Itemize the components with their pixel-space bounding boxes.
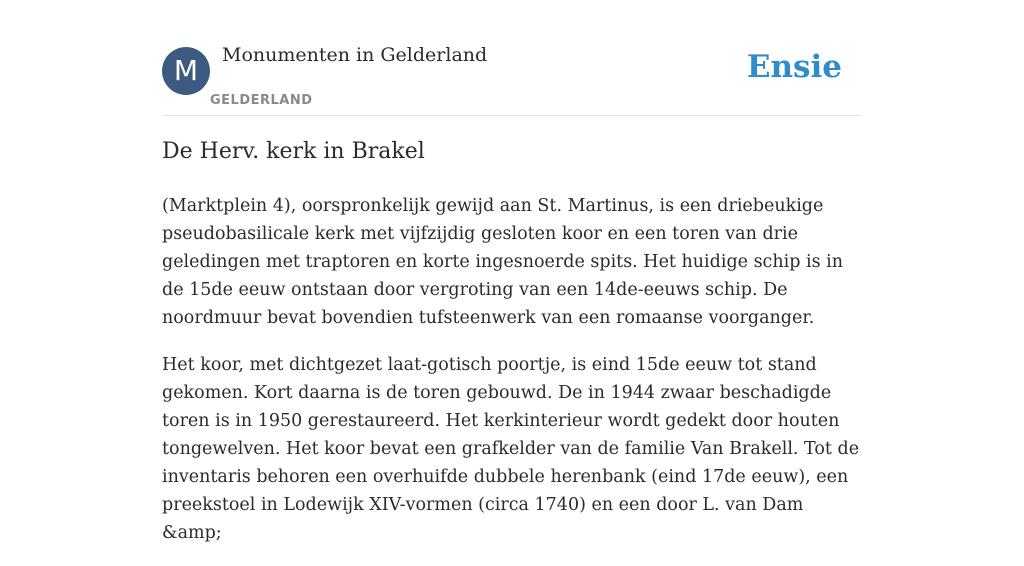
ensie-logo[interactable]: Ensie bbox=[746, 49, 842, 85]
article-paragraph: (Marktplein 4), oorspronkelijk gewijd aan St. Martinus, is een driebeukige pseudobasilicale kerk met vijfzijdig gesloten koor en een toren van drie geledingen met traptoren en korte ingesnoerde spits. Het huidige schip is in de 15de eeuw ontstaan door vergroting van een 14de-eeuws schip. De noordmuur bevat bovendien tufsteenwerk van een romaanse voorganger. bbox=[162, 196, 843, 328]
site-title[interactable]: Monumenten in Gelderland bbox=[222, 44, 488, 66]
article-paragraph: Het koor, met dichtgezet laat-gotisch poortje, is eind 15de eeuw tot stand gekomen. Kort daarna is de toren gebouwd. De in 1944 zwaar beschadigde toren is in 1950 gerestaureerd. Het kerkinterieur wordt gedekt door houten tongewelven. Het koor bevat een grafkelder van de familie Van Brakell. Tot de inventaris behoren een overhuifde dubbele herenbank (eind 17de eeuw), een preekstoel in Lodewijk XIV-vormen (circa 1740) en een door L. van Dam &amp; bbox=[162, 355, 860, 543]
category-label[interactable]: GELDERLAND bbox=[210, 93, 313, 108]
header-divider bbox=[162, 115, 862, 116]
avatar[interactable]: M bbox=[162, 47, 210, 95]
article-body bbox=[162, 192, 862, 566]
article-title: De Herv. kerk in Brakel bbox=[162, 139, 425, 164]
